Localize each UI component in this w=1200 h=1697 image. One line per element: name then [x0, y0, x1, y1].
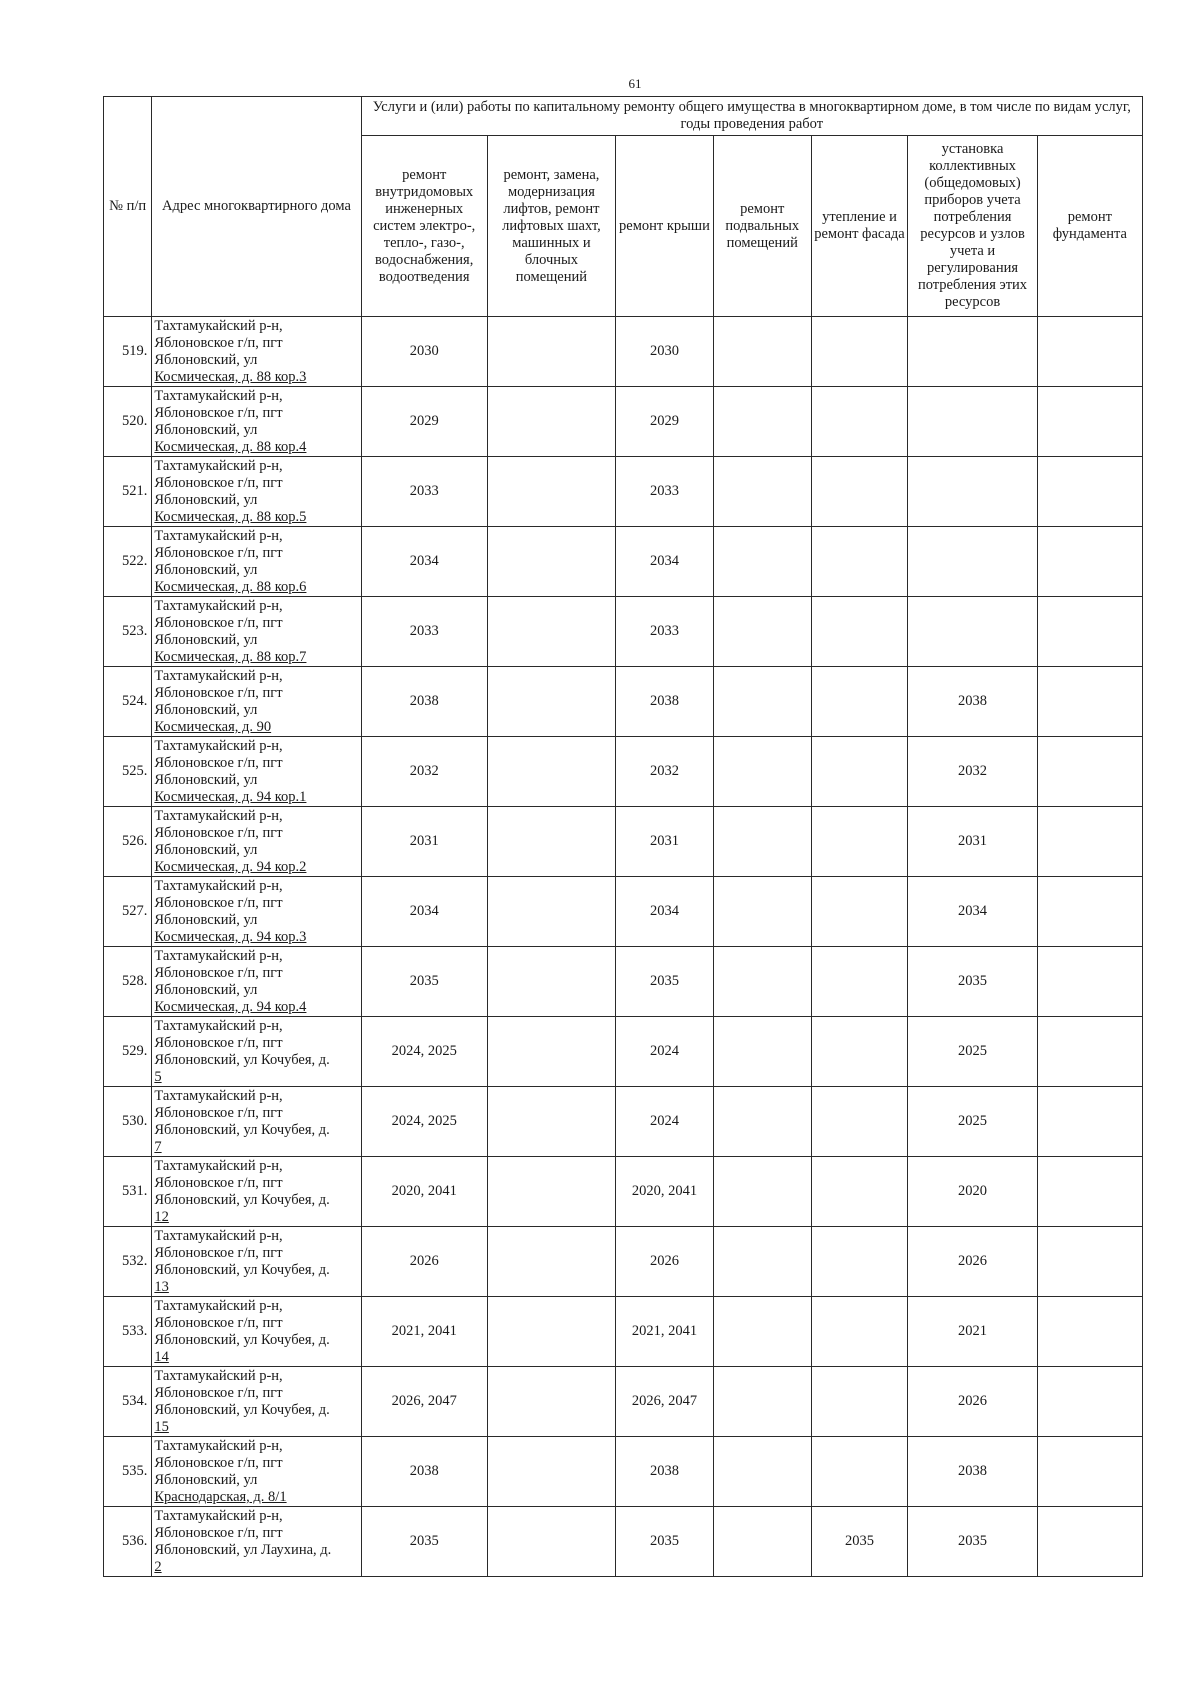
cell-roof: 2026	[616, 1227, 714, 1297]
cell-roof: 2035	[616, 1507, 714, 1577]
cell-meters	[908, 317, 1037, 387]
cell-foundation	[1037, 1437, 1142, 1507]
header-col-foundation: ремонт фундамента	[1037, 136, 1142, 317]
cell-elevators	[487, 1507, 615, 1577]
cell-basement	[713, 1157, 811, 1227]
cell-roof: 2033	[616, 597, 714, 667]
cell-roof: 2038	[616, 667, 714, 737]
cell-elevators	[487, 1017, 615, 1087]
row-address	[152, 667, 361, 737]
cell-basement	[713, 667, 811, 737]
row-number: 536.	[104, 1507, 152, 1577]
cell-foundation	[1037, 877, 1142, 947]
cell-basement	[713, 877, 811, 947]
address-line: Яблоновский, ул	[154, 492, 258, 508]
address-line: Тахтамукайский р-н,	[154, 1088, 283, 1104]
cell-facade	[811, 667, 908, 737]
cell-meters	[908, 387, 1037, 457]
table-row	[104, 1227, 1143, 1297]
cell-basement	[713, 1087, 811, 1157]
address-line: Космическая, д. 88 кор.7	[154, 649, 307, 665]
cell-facade: 2035	[811, 1507, 908, 1577]
row-number: 527.	[104, 877, 152, 947]
cell-foundation	[1037, 597, 1142, 667]
row-number: 519.	[104, 317, 152, 387]
address-line: Космическая, д. 88 кор.4	[154, 439, 307, 455]
cell-facade	[811, 807, 908, 877]
cell-engineering: 2032	[361, 737, 487, 807]
row-address	[152, 527, 361, 597]
cell-meters: 2021	[908, 1297, 1037, 1367]
row-address	[152, 1297, 361, 1367]
address-line: Тахтамукайский р-н,	[154, 668, 283, 684]
table-row	[104, 807, 1143, 877]
address-line: Тахтамукайский р-н,	[154, 1228, 283, 1244]
cell-roof: 2030	[616, 317, 714, 387]
table-row	[104, 1297, 1143, 1367]
cell-meters: 2034	[908, 877, 1037, 947]
address-line: Тахтамукайский р-н,	[154, 528, 283, 544]
cell-foundation	[1037, 457, 1142, 527]
header-num: № п/п	[104, 97, 152, 317]
cell-meters: 2038	[908, 1437, 1037, 1507]
cell-engineering: 2024, 2025	[361, 1017, 487, 1087]
row-address	[152, 737, 361, 807]
cell-roof: 2035	[616, 947, 714, 1017]
address-line: Яблоновский, ул	[154, 912, 258, 928]
cell-meters: 2032	[908, 737, 1037, 807]
address-line: Тахтамукайский р-н,	[154, 808, 283, 824]
table-row	[104, 1507, 1143, 1577]
address-line: Яблоновское г/п, пгт	[154, 545, 283, 561]
address-line: Яблоновское г/п, пгт	[154, 1525, 283, 1541]
cell-facade	[811, 1157, 908, 1227]
address-line: Яблоновское г/п, пгт	[154, 1315, 283, 1331]
address-line: Яблоновский, ул	[154, 422, 258, 438]
address-line: 15	[154, 1419, 169, 1435]
address-line: Яблоновское г/п, пгт	[154, 1035, 283, 1051]
cell-basement	[713, 1017, 811, 1087]
address-line: Тахтамукайский р-н,	[154, 1018, 283, 1034]
cell-elevators	[487, 947, 615, 1017]
address-line: Яблоновский, ул Кочубея, д.	[154, 1332, 330, 1348]
cell-engineering: 2038	[361, 1437, 487, 1507]
row-address	[152, 1507, 361, 1577]
cell-engineering: 2021, 2041	[361, 1297, 487, 1367]
address-line: 5	[154, 1069, 162, 1085]
cell-facade	[811, 387, 908, 457]
address-line: Яблоновский, ул Кочубея, д.	[154, 1192, 330, 1208]
address-line: Яблоновский, ул	[154, 352, 258, 368]
table-body	[104, 317, 1143, 1577]
page-number: 61	[628, 76, 642, 91]
address-line: Космическая, д. 94 кор.3	[154, 929, 307, 945]
cell-meters	[908, 457, 1037, 527]
address-line: Тахтамукайский р-н,	[154, 1298, 283, 1314]
cell-elevators	[487, 317, 615, 387]
address-line: Космическая, д. 88 кор.3	[154, 369, 307, 385]
cell-facade	[811, 947, 908, 1017]
table-row	[104, 387, 1143, 457]
address-line: 7	[154, 1139, 162, 1155]
cell-engineering: 2035	[361, 1507, 487, 1577]
cell-basement	[713, 387, 811, 457]
cell-basement	[713, 597, 811, 667]
cell-elevators	[487, 737, 615, 807]
cell-engineering: 2029	[361, 387, 487, 457]
cell-basement	[713, 527, 811, 597]
cell-meters: 2038	[908, 667, 1037, 737]
cell-basement	[713, 947, 811, 1017]
address-line: Космическая, д. 94 кор.2	[154, 859, 307, 875]
cell-foundation	[1037, 1227, 1142, 1297]
cell-facade	[811, 737, 908, 807]
row-address	[152, 317, 361, 387]
header-col-basement: ремонт подвальных помещений	[713, 136, 811, 317]
cell-elevators	[487, 1437, 615, 1507]
address-line: Космическая, д. 88 кор.6	[154, 579, 307, 595]
address-line: Тахтамукайский р-н,	[154, 1438, 283, 1454]
row-number: 523.	[104, 597, 152, 667]
address-line: Космическая, д. 94 кор.4	[154, 999, 307, 1015]
table-row	[104, 1017, 1143, 1087]
capital-repair-table	[103, 96, 1143, 1577]
cell-elevators	[487, 1297, 615, 1367]
address-line: Яблоновский, ул Кочубея, д.	[154, 1122, 330, 1138]
address-line: Тахтамукайский р-н,	[154, 738, 283, 754]
cell-meters	[908, 597, 1037, 667]
cell-facade	[811, 527, 908, 597]
cell-foundation	[1037, 667, 1142, 737]
address-line: Яблоновское г/п, пгт	[154, 1385, 283, 1401]
cell-facade	[811, 597, 908, 667]
cell-engineering: 2031	[361, 807, 487, 877]
cell-roof: 2034	[616, 877, 714, 947]
cell-engineering: 2033	[361, 457, 487, 527]
cell-facade	[811, 877, 908, 947]
address-line: Яблоновское г/п, пгт	[154, 965, 283, 981]
cell-basement	[713, 737, 811, 807]
address-line: Яблоновский, ул	[154, 982, 258, 998]
table-row	[104, 1087, 1143, 1157]
address-line: Яблоновское г/п, пгт	[154, 335, 283, 351]
address-line: Яблоновский, ул	[154, 842, 258, 858]
address-line: Яблоновское г/п, пгт	[154, 475, 283, 491]
cell-roof: 2020, 2041	[616, 1157, 714, 1227]
cell-elevators	[487, 527, 615, 597]
table-row	[104, 667, 1143, 737]
table-row	[104, 737, 1143, 807]
address-line: Тахтамукайский р-н,	[154, 318, 283, 334]
cell-elevators	[487, 387, 615, 457]
cell-elevators	[487, 457, 615, 527]
address-line: Краснодарская, д. 8/1	[154, 1489, 287, 1505]
cell-foundation	[1037, 807, 1142, 877]
header-col-meters: установка коллективных (общедомовых) приборов учета потребления ресурсов и узлов учета и регулирования потребления этих ресурсов	[908, 136, 1037, 317]
row-address	[152, 597, 361, 667]
row-address	[152, 1367, 361, 1437]
cell-engineering: 2034	[361, 527, 487, 597]
address-line: Тахтамукайский р-н,	[154, 948, 283, 964]
address-line: Яблоновский, ул Кочубея, д.	[154, 1402, 330, 1418]
address-line: Тахтамукайский р-н,	[154, 878, 283, 894]
cell-meters: 2035	[908, 1507, 1037, 1577]
cell-foundation	[1037, 947, 1142, 1017]
cell-basement	[713, 1227, 811, 1297]
table-row	[104, 527, 1143, 597]
row-number: 525.	[104, 737, 152, 807]
cell-meters: 2035	[908, 947, 1037, 1017]
row-number: 530.	[104, 1087, 152, 1157]
cell-meters: 2025	[908, 1017, 1037, 1087]
cell-roof: 2026, 2047	[616, 1367, 714, 1437]
cell-foundation	[1037, 1017, 1142, 1087]
cell-foundation	[1037, 1297, 1142, 1367]
cell-meters: 2020	[908, 1157, 1037, 1227]
cell-elevators	[487, 877, 615, 947]
cell-elevators	[487, 597, 615, 667]
address-line: 13	[154, 1279, 169, 1295]
table-row	[104, 597, 1143, 667]
header-address: Адрес многоквартирного дома	[152, 97, 361, 317]
row-address	[152, 1157, 361, 1227]
table-header	[104, 97, 1143, 317]
cell-foundation	[1037, 737, 1142, 807]
address-line: Яблоновский, ул	[154, 632, 258, 648]
cell-meters: 2026	[908, 1367, 1037, 1437]
cell-facade	[811, 457, 908, 527]
cell-facade	[811, 1297, 908, 1367]
address-line: Тахтамукайский р-н,	[154, 1368, 283, 1384]
cell-roof: 2024	[616, 1017, 714, 1087]
cell-engineering: 2034	[361, 877, 487, 947]
cell-foundation	[1037, 527, 1142, 597]
cell-elevators	[487, 1367, 615, 1437]
cell-elevators	[487, 807, 615, 877]
cell-engineering: 2033	[361, 597, 487, 667]
address-line: Яблоновский, ул	[154, 702, 258, 718]
row-number: 524.	[104, 667, 152, 737]
address-line: Тахтамукайский р-н,	[154, 1158, 283, 1174]
cell-facade	[811, 1227, 908, 1297]
table-row	[104, 877, 1143, 947]
header-services-group: Услуги и (или) работы по капитальному ремонту общего имущества в многоквартирном доме, в том числе по видам услуг, годы проведения работ	[361, 97, 1142, 136]
cell-meters: 2025	[908, 1087, 1037, 1157]
cell-basement	[713, 1367, 811, 1437]
address-line: Яблоновский, ул Лаухина, д.	[154, 1542, 332, 1558]
header-col-engineering: ремонт внутридомовых инженерных систем электро-, тепло-, газо-, водоснабжения, водоотведения	[361, 136, 487, 317]
cell-elevators	[487, 1157, 615, 1227]
row-number: 529.	[104, 1017, 152, 1087]
cell-meters	[908, 527, 1037, 597]
row-number: 520.	[104, 387, 152, 457]
cell-facade	[811, 1437, 908, 1507]
address-line: 12	[154, 1209, 169, 1225]
cell-engineering: 2024, 2025	[361, 1087, 487, 1157]
table-row	[104, 1437, 1143, 1507]
row-address	[152, 1087, 361, 1157]
row-number: 533.	[104, 1297, 152, 1367]
address-line: Тахтамукайский р-н,	[154, 388, 283, 404]
address-line: Яблоновское г/п, пгт	[154, 895, 283, 911]
row-number: 521.	[104, 457, 152, 527]
row-number: 535.	[104, 1437, 152, 1507]
cell-foundation	[1037, 1367, 1142, 1437]
cell-facade	[811, 1017, 908, 1087]
cell-facade	[811, 317, 908, 387]
cell-roof: 2021, 2041	[616, 1297, 714, 1367]
cell-elevators	[487, 1227, 615, 1297]
cell-engineering: 2020, 2041	[361, 1157, 487, 1227]
row-address	[152, 1437, 361, 1507]
address-line: Яблоновский, ул	[154, 562, 258, 578]
table-row	[104, 317, 1143, 387]
cell-engineering: 2035	[361, 947, 487, 1017]
cell-engineering: 2026, 2047	[361, 1367, 487, 1437]
address-line: Тахтамукайский р-н,	[154, 1508, 283, 1524]
cell-foundation	[1037, 317, 1142, 387]
address-line: Яблоновское г/п, пгт	[154, 685, 283, 701]
table-row	[104, 1157, 1143, 1227]
row-address	[152, 457, 361, 527]
row-number: 528.	[104, 947, 152, 1017]
row-number: 531.	[104, 1157, 152, 1227]
cell-basement	[713, 317, 811, 387]
cell-roof: 2029	[616, 387, 714, 457]
address-line: Яблоновское г/п, пгт	[154, 1245, 283, 1261]
address-line: Яблоновский, ул Кочубея, д.	[154, 1262, 330, 1278]
address-line: Тахтамукайский р-н,	[154, 598, 283, 614]
table-row	[104, 1367, 1143, 1437]
header-col-facade: утепление и ремонт фасада	[811, 136, 908, 317]
cell-basement	[713, 1437, 811, 1507]
address-line: Тахтамукайский р-н,	[154, 458, 283, 474]
row-address	[152, 877, 361, 947]
address-line: Яблоновское г/п, пгт	[154, 1105, 283, 1121]
cell-foundation	[1037, 387, 1142, 457]
address-line: Космическая, д. 88 кор.5	[154, 509, 307, 525]
address-line: Яблоновское г/п, пгт	[154, 405, 283, 421]
address-line: Космическая, д. 90	[154, 719, 272, 735]
cell-meters: 2031	[908, 807, 1037, 877]
address-line: 14	[154, 1349, 169, 1365]
address-line: Яблоновский, ул	[154, 772, 258, 788]
row-address	[152, 1227, 361, 1297]
cell-elevators	[487, 667, 615, 737]
cell-engineering: 2030	[361, 317, 487, 387]
cell-foundation	[1037, 1157, 1142, 1227]
cell-roof: 2033	[616, 457, 714, 527]
row-address	[152, 1017, 361, 1087]
header-col-elevators: ремонт, замена, модернизация лифтов, ремонт лифтовых шахт, машинных и блочных помещений	[487, 136, 615, 317]
address-line: Космическая, д. 94 кор.1	[154, 789, 307, 805]
address-line: Яблоновское г/п, пгт	[154, 755, 283, 771]
row-number: 522.	[104, 527, 152, 597]
cell-roof: 2034	[616, 527, 714, 597]
row-address	[152, 387, 361, 457]
address-line: Яблоновское г/п, пгт	[154, 1175, 283, 1191]
cell-engineering: 2026	[361, 1227, 487, 1297]
address-line: Яблоновское г/п, пгт	[154, 825, 283, 841]
cell-basement	[713, 457, 811, 527]
cell-roof: 2024	[616, 1087, 714, 1157]
row-address	[152, 947, 361, 1017]
row-number: 526.	[104, 807, 152, 877]
cell-meters: 2026	[908, 1227, 1037, 1297]
row-number: 534.	[104, 1367, 152, 1437]
address-line: Яблоновский, ул Кочубея, д.	[154, 1052, 330, 1068]
row-number: 532.	[104, 1227, 152, 1297]
row-address	[152, 807, 361, 877]
cell-basement	[713, 1507, 811, 1577]
cell-engineering: 2038	[361, 667, 487, 737]
cell-elevators	[487, 1087, 615, 1157]
table-row	[104, 947, 1143, 1017]
cell-basement	[713, 807, 811, 877]
table-row	[104, 457, 1143, 527]
cell-roof: 2031	[616, 807, 714, 877]
cell-roof: 2032	[616, 737, 714, 807]
cell-foundation	[1037, 1507, 1142, 1577]
address-line: Яблоновское г/п, пгт	[154, 1455, 283, 1471]
header-col-roof: ремонт крыши	[616, 136, 714, 317]
cell-facade	[811, 1367, 908, 1437]
address-line: 2	[154, 1559, 162, 1575]
cell-basement	[713, 1297, 811, 1367]
cell-facade	[811, 1087, 908, 1157]
address-line: Яблоновский, ул	[154, 1472, 258, 1488]
address-line: Яблоновское г/п, пгт	[154, 615, 283, 631]
cell-roof: 2038	[616, 1437, 714, 1507]
cell-foundation	[1037, 1087, 1142, 1157]
